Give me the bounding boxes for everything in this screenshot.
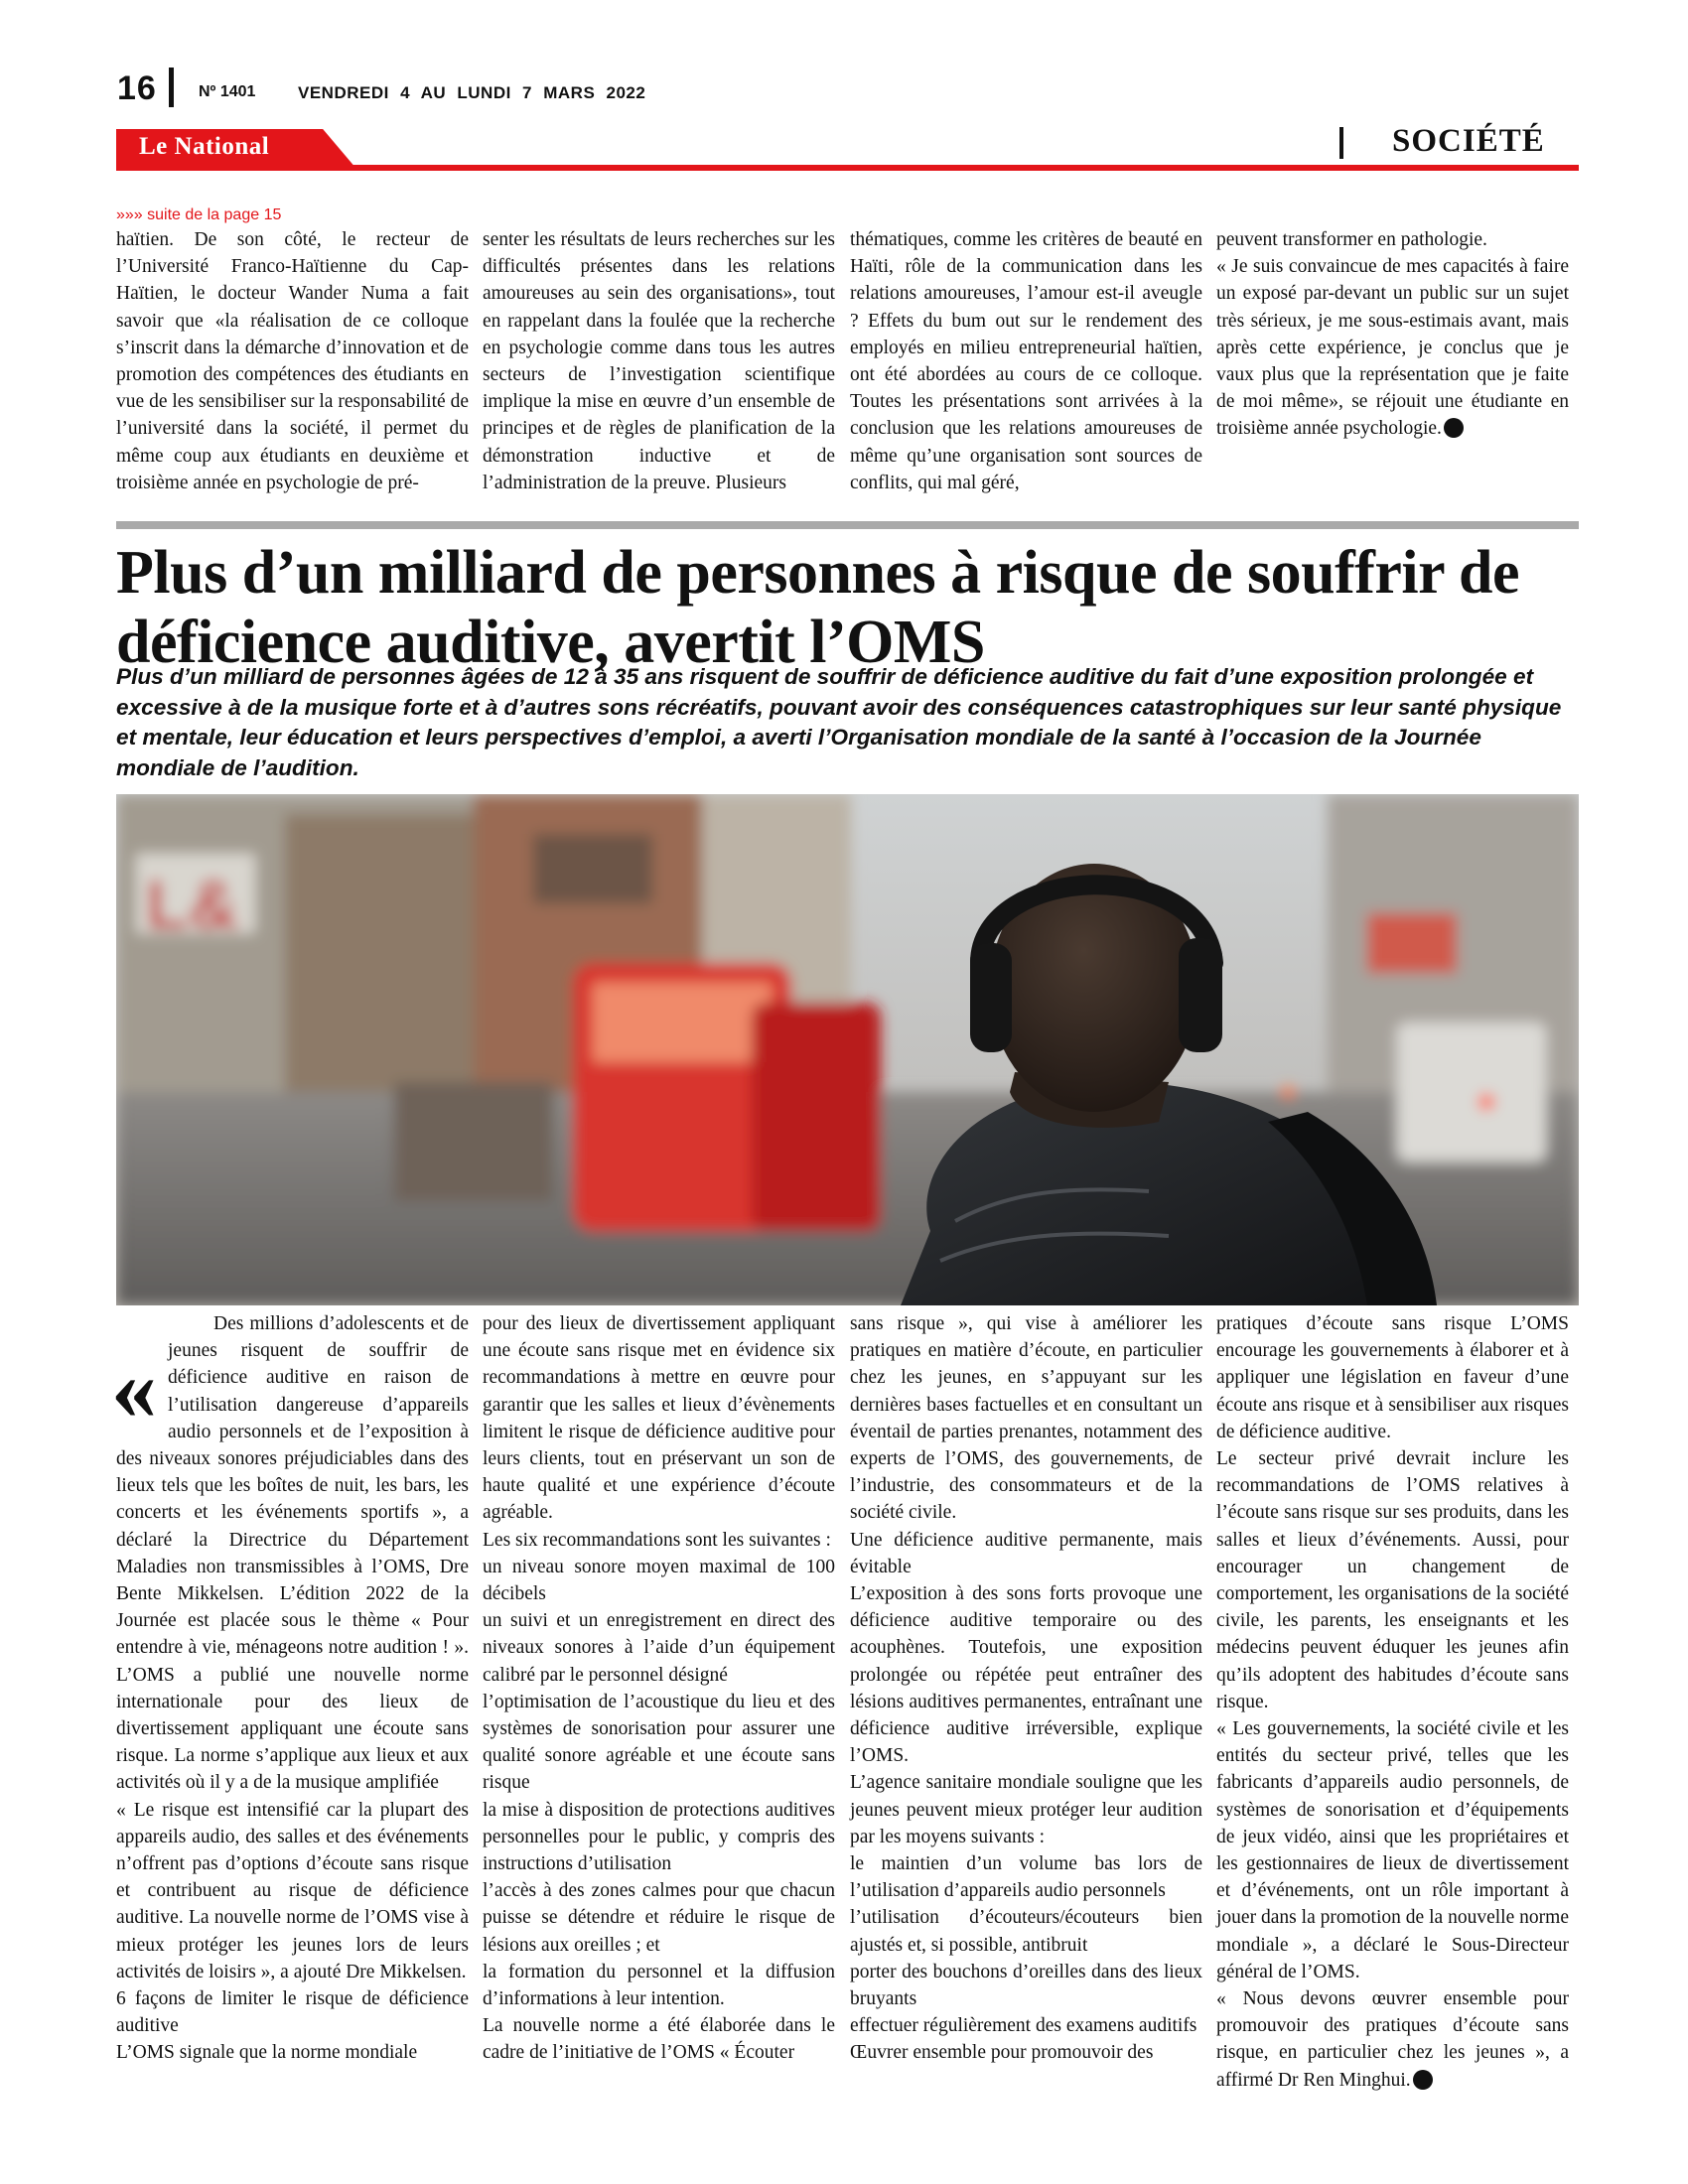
article-headline: Plus d’un milliard de personnes à risque de souffrir de déficience auditive, avertit l’OMS (116, 539, 1520, 676)
section-divider (1339, 127, 1343, 159)
header-divider (169, 68, 174, 107)
top-column-2 (483, 226, 835, 496)
issue-date: VENDREDI 4 AU LUNDI 7 MARS 2022 (298, 83, 646, 102)
subheading: Œuvrer ensemble pour promouvoir des (850, 2042, 1154, 2064)
paragraph: L’agence sanitaire mondiale souligne que les jeunes peuvent mieux protéger leur audition par les moyens suivants : (850, 1772, 1202, 1847)
article-photo (116, 794, 1579, 1305)
paragraph: haïtien. De son côté, le recteur de l’Université Franco-Haïtienne du Cap-Haïtien, le docteur Wander Numa a fait savoir que «la réalisation de ce colloque s’inscrit dans la démarche d’innovation et de promotion des compétences des étudiants en vue de les sensibiliser sur la responsabilité de l’université dans la société, il permet du même coup aux étudiants en deuxième et troisième année en psychologie de pré- (116, 229, 469, 493)
top-column-1 (116, 226, 469, 496)
article-column-1 (116, 1310, 469, 2067)
paragraph: « Les gouvernements, la société civile et les entités du secteur privé, telles que les fabricants d’appareils audio personnels, de systèmes de sonorisation et d’équipements de jeux vidéo, ainsi que les propriétaires et les gestionnaires de lieux de divertissement et d’événements, ont un rôle important à jouer dans la promotion de la nouvelle norme mondiale », a déclaré le Sous-Directeur général de l’OMS. (1216, 1718, 1569, 1982)
article-column-3 (850, 1310, 1202, 2067)
issue-number: Nº 1401 (199, 83, 256, 100)
article-deck: Plus d’un milliard de personnes âgées de 12 à 35 ans risquent de souffrir de déficience auditive du fait d’une exposition prolongée et excessive à de la musique forte et à d’autres sons récréatifs, pouvant avoir des conséquences catastrophiques sur leur santé physique et mentale, leur éducation et leurs perspectives d’emploi, a averti l’Organisation mondiale de la santé à l’occasion de la Journée mondiale de l’audition. (116, 664, 1562, 780)
top-column-4 (1216, 226, 1569, 443)
article-column-2 (483, 1310, 835, 2067)
list-item: la formation du personnel et la diffusion d’informations à leur intention. (483, 1961, 835, 2010)
list-item: le maintien d’un volume bas lors de l’utilisation d’appareils audio personnels (850, 1853, 1202, 1902)
list-item: l’optimisation de l’acoustique du lieu et des systèmes de sonorisation pour assurer une qualité sonore agréable et une écoute sans risque (483, 1691, 835, 1794)
paragraph: pratiques d’écoute sans risque L’OMS encourage les gouvernements à élaborer et à appliquer une législation en faveur d’une écoute ans risque et à sensibiliser aux risques de déficience auditive. (1216, 1313, 1569, 1442)
newspaper-name: Le National (139, 133, 270, 160)
list-item: effectuer régulièrement des examens auditifs (850, 2015, 1197, 2037)
list-item: l’accès à des zones calmes pour que chacun puisse se détendre et réduire le risque de lésions aux oreilles ; et (483, 1880, 835, 1956)
paragraph: Le secteur privé devrait inclure les recommandations de l’OMS relatives à l’écoute sans risque sur ses produits, dans les salles et lieux d’événements. Aussi, pour encourager un changement de comportement, les organisations de la société civile, les parents, les enseignants et les médecins peuvent éduquer les jeunes afin qu’ils adoptent des habitudes d’écoute sans risque. (1216, 1448, 1569, 1712)
opening-quote-mark: « (111, 1337, 157, 1438)
paragraph: « Le risque est intensifié car la plupart des appareils audio, des salles et des événements n’offrent pas d’options d’écoute sans risque et contribuent au risque de déficience auditive. La nouvelle norme de l’OMS vise à mieux protéger les jeunes lors de leurs activités de loisirs », a ajouté Dre Mikkelsen. (116, 1799, 469, 1982)
subheading: Une déficience auditive permanente, mais évitable (850, 1529, 1202, 1577)
paragraph: La nouvelle norme a été élaborée dans le cadre de l’initiative de l’OMS « Écouter (483, 2015, 835, 2064)
article-column-4 (1216, 1310, 1569, 2094)
page-number: 16 (117, 69, 157, 107)
list-item: porter des bouchons d’oreilles dans des lieux bruyants (850, 1961, 1202, 2010)
section-name: SOCIÉTÉ (1392, 123, 1545, 159)
list-item: l’utilisation d’écouteurs/écouteurs bien ajustés et, si possible, antibruit (850, 1907, 1202, 1956)
quote-mark-space (116, 1346, 168, 1428)
subheading: 6 façons de limiter le risque de déficience auditive (116, 1988, 469, 2037)
svg-text:L&: L& (146, 866, 239, 943)
paragraph: « Nous devons œuvrer ensemble pour promouvoir des pratiques d’écoute sans risque, en particulier chez les jeunes », a affirmé Dr Ren Minghui. (1216, 1988, 1569, 2091)
list-item: la mise à disposition de protections auditives personnelles pour le public, y compris des instructions d’utilisation (483, 1799, 835, 1875)
paragraph: L’exposition à des sons forts provoque une déficience auditive temporaire ou des acouphènes. Toutefois, une exposition prolongée ou répétée peut entraîner des lésions auditives permanentes, entraînant une déficience auditive irréversible, explique l’OMS. (850, 1583, 1202, 1767)
end-of-article-mark-icon (1413, 2070, 1433, 2090)
end-of-article-mark-icon (1444, 418, 1464, 438)
paragraph: senter les résultats de leurs recherches sur les difficultés présentes dans les relations amoureuses au sein des organisations», tout en rappelant dans la foulée que la recherche en psychologie comme dans tous les autres secteurs de l’investigation scientifique implique la mise en œuvre d’un ensemble de principes et de règles de planification de la démonstration inductive et de l’administration de la preuve. Plusieurs (483, 229, 835, 493)
header-rule (116, 165, 1579, 171)
paragraph: thématiques, comme les critères de beauté en Haïti, rôle de la communication dans les relations amoureuses, l’amour est-il aveugle ? Effets du bum out sur le rendement des employés en milieu entrepreneurial haïtien, ont été abordées au cours de ce colloque. Toutes les présentations sont arrivées à la conclusion que les relations amoureuses de même qu’une organisation sont sources de conflits, qui mal géré, (850, 229, 1202, 493)
paragraph: « Je suis convaincue de mes capacités à faire un exposé par-devant un public sur un sujet très sérieux, je me sous-estimais avant, mais après cette expérience, je conclus que je vaux plus que la représentation que je faite de moi même», se réjouit une étudiante en troisième année psychologie. (1216, 256, 1569, 440)
list-item: un niveau sonore moyen maximal de 100 décibels (483, 1556, 835, 1605)
article-separator (116, 521, 1579, 529)
photo-man-with-headphones (116, 794, 1579, 1305)
continued-from-note: »»» suite de la page 15 (116, 206, 282, 223)
paragraph: peuvent transformer en pathologie. (1216, 229, 1487, 250)
list-item: un suivi et un enregistrement en direct des niveaux sonores à l’aide d’un équipement calibré par le personnel désigné (483, 1610, 835, 1686)
paragraph: Les six recommandations sont les suivantes : (483, 1529, 831, 1551)
paragraph: sans risque », qui vise à améliorer les pratiques en matière d’écoute, en particulier chez les jeunes, en s’appuyant sur les dernières bases factuelles et en consultant un éventail de parties prenantes, notamment des experts de l’OMS, des gouvernements, de l’industrie, des consommateurs et de la société civile. (850, 1313, 1202, 1524)
top-column-3 (850, 226, 1202, 496)
paragraph: pour des lieux de divertissement appliquant une écoute sans risque met en évidence six recommandations à mettre en œuvre pour garantir que les salles et lieux d’évènements limitent le risque de déficience auditive pour leurs clients, tout en préservant un son de haute qualité et une expérience d’écoute agréable. (483, 1313, 835, 1524)
paragraph: L’OMS signale que la norme mondiale (116, 2042, 418, 2064)
paragraph: Des millions d’adolescents et de jeunes risquent de souffrir de déficience auditive en raison de l’utilisation dangereuse d’appareils audio personnels et de l’exposition à des niveaux sonores préjudiciables dans des lieux tels que les boîtes de nuit, les bars, les concerts et les événements sportifs », a déclaré la Directrice du Département Maladies non transmissibles à l’OMS, Dre Bente Mikkelsen. L’édition 2022 de la Journée est placée sous le thème « Pour entendre à vie, ménageons notre audition ! ». L’OMS a publié une nouvelle norme internationale pour des lieux de divertissement appliquant une écoute sans risque. La norme s’applique aux lieux et aux activités où il y a de la musique amplifiée (116, 1313, 469, 1794)
